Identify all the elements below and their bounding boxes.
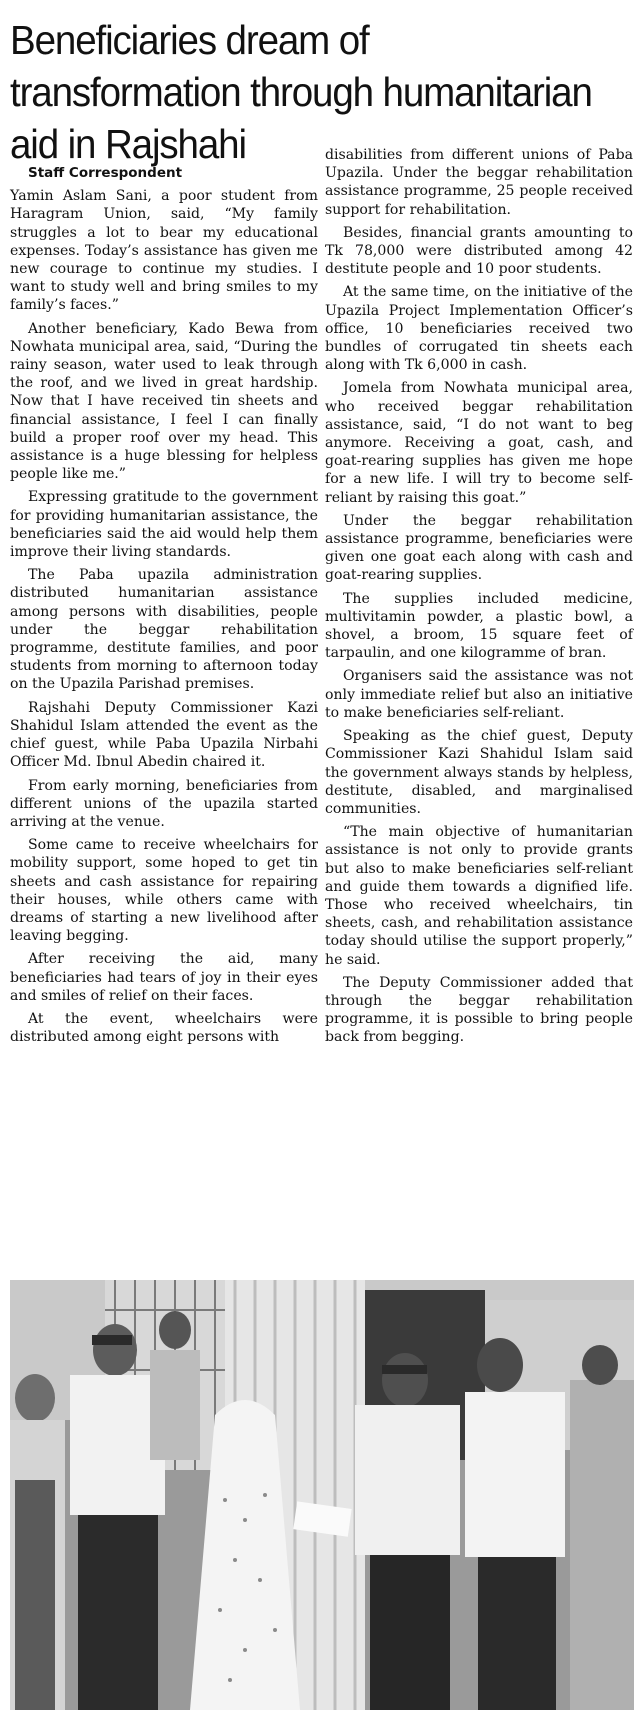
headline: Beneficiaries dream of transformation through humanitarian aid in Rajshahi [10, 17, 592, 167]
article-paragraph: Organisers said the assistance was not only immediate relief but also an initiative to make beneficiaries self-reliant. [325, 668, 633, 721]
article-paragraph: “The main objective of humanitarian assistance is not only to provide grants but also to make beneficiaries self-reliant and guide them towards a dignified life. Those who received wheelchairs, tin sheets, cash, and rehabilitation assistance today should utilise the support properly,” he said. [325, 824, 633, 968]
event-photo-illustration [10, 1280, 634, 1710]
article-paragraph: The Paba upazila administration distributed humanitarian assistance among persons with disabilities, people under the beggar rehabilitation programme, destitute families, and poor students from morning to afternoon today on the Upazila Parishad premises. [10, 567, 318, 693]
event-photo [10, 1280, 634, 1710]
article-paragraph: Under the beggar rehabilitation assistance programme, beneficiaries were given one goat each along with cash and goat-rearing supplies. [325, 512, 633, 584]
article-paragraph: Besides, financial grants amounting to Tk 78,000 were distributed among 42 destitute people and 10 poor students. [325, 224, 633, 278]
article-paragraph: Rajshahi Deputy Commissioner Kazi Shahidul Islam attended the event as the chief guest, while Paba Upazila Nirbahi Officer Md. Ibnul Abedin chaired it. [10, 699, 318, 771]
article-column-left [10, 164, 318, 1051]
article-paragraph: Jomela from Nowhata municipal area, who received beggar rehabilitation assistance, said, “I do not want to beg anymore. Receiving a goat, cash, and goat-rearing supplies has given me hope for a new life. I will try to become self-reliant by raising this goat.” [325, 380, 633, 506]
article-paragraph: Some came to receive wheelchairs for mobility support, some hoped to get tin sheets and cash assistance for repairing their houses, while others came with dreams of starting a new livelihood after leaving begging. [10, 837, 318, 945]
article-paragraph: Expressing gratitude to the government for providing humanitarian assistance, the beneficiaries said the aid would help them improve their living standards. [10, 489, 318, 561]
article-paragraph: At the same time, on the initiative of the Upazila Project Implementation Officer’s office, 10 beneficiaries received two bundles of corrugated tin sheets each along with Tk 6,000 in cash. [325, 284, 633, 374]
article-paragraph: disabilities from different unions of Paba Upazila. Under the beggar rehabilitation assistance programme, 25 people received support for rehabilitation. [325, 147, 633, 218]
article-column-right [325, 146, 633, 1052]
article-paragraph: The Deputy Commissioner added that through the beggar rehabilitation programme, it is possible to bring people back from begging. [325, 974, 633, 1046]
article-paragraph: After receiving the aid, many beneficiaries had tears of joy in their eyes and smiles of relief on their faces. [10, 951, 318, 1004]
article-paragraph: From early morning, beneficiaries from different unions of the upazila started arriving at the venue. [10, 777, 318, 830]
article-paragraph: At the event, wheelchairs were distributed among eight persons with [10, 1010, 318, 1046]
article-paragraph: Speaking as the chief guest, Deputy Commissioner Kazi Shahidul Islam said the government always stands by helpless, destitute, disabled, and marginalised communities. [325, 728, 633, 817]
article-paragraph: Another beneficiary, Kado Bewa from Nowhata municipal area, said, “During the rainy season, water used to leak through the roof, and we lived in great hardship. Now that I have received tin sheets and financial assistance, I feel I can finally build a proper roof over my head. This assistance is a huge blessing for helpless people like me.” [10, 320, 318, 483]
article-paragraph: Yamin Aslam Sani, a poor student from Haragram Union, said, “My family struggles a lot to bear my educational expenses. Today’s assistance has given me new courage to continue my studies. I want to study well and bring smiles to my family’s faces.” [10, 188, 318, 314]
byline: Staff Correspondent [28, 165, 183, 181]
article-paragraph: The supplies included medicine, multivitamin powder, a plastic bowl, a shovel, a broom, 15 square feet of tarpaulin, and one kilogramme of bran. [325, 590, 633, 662]
